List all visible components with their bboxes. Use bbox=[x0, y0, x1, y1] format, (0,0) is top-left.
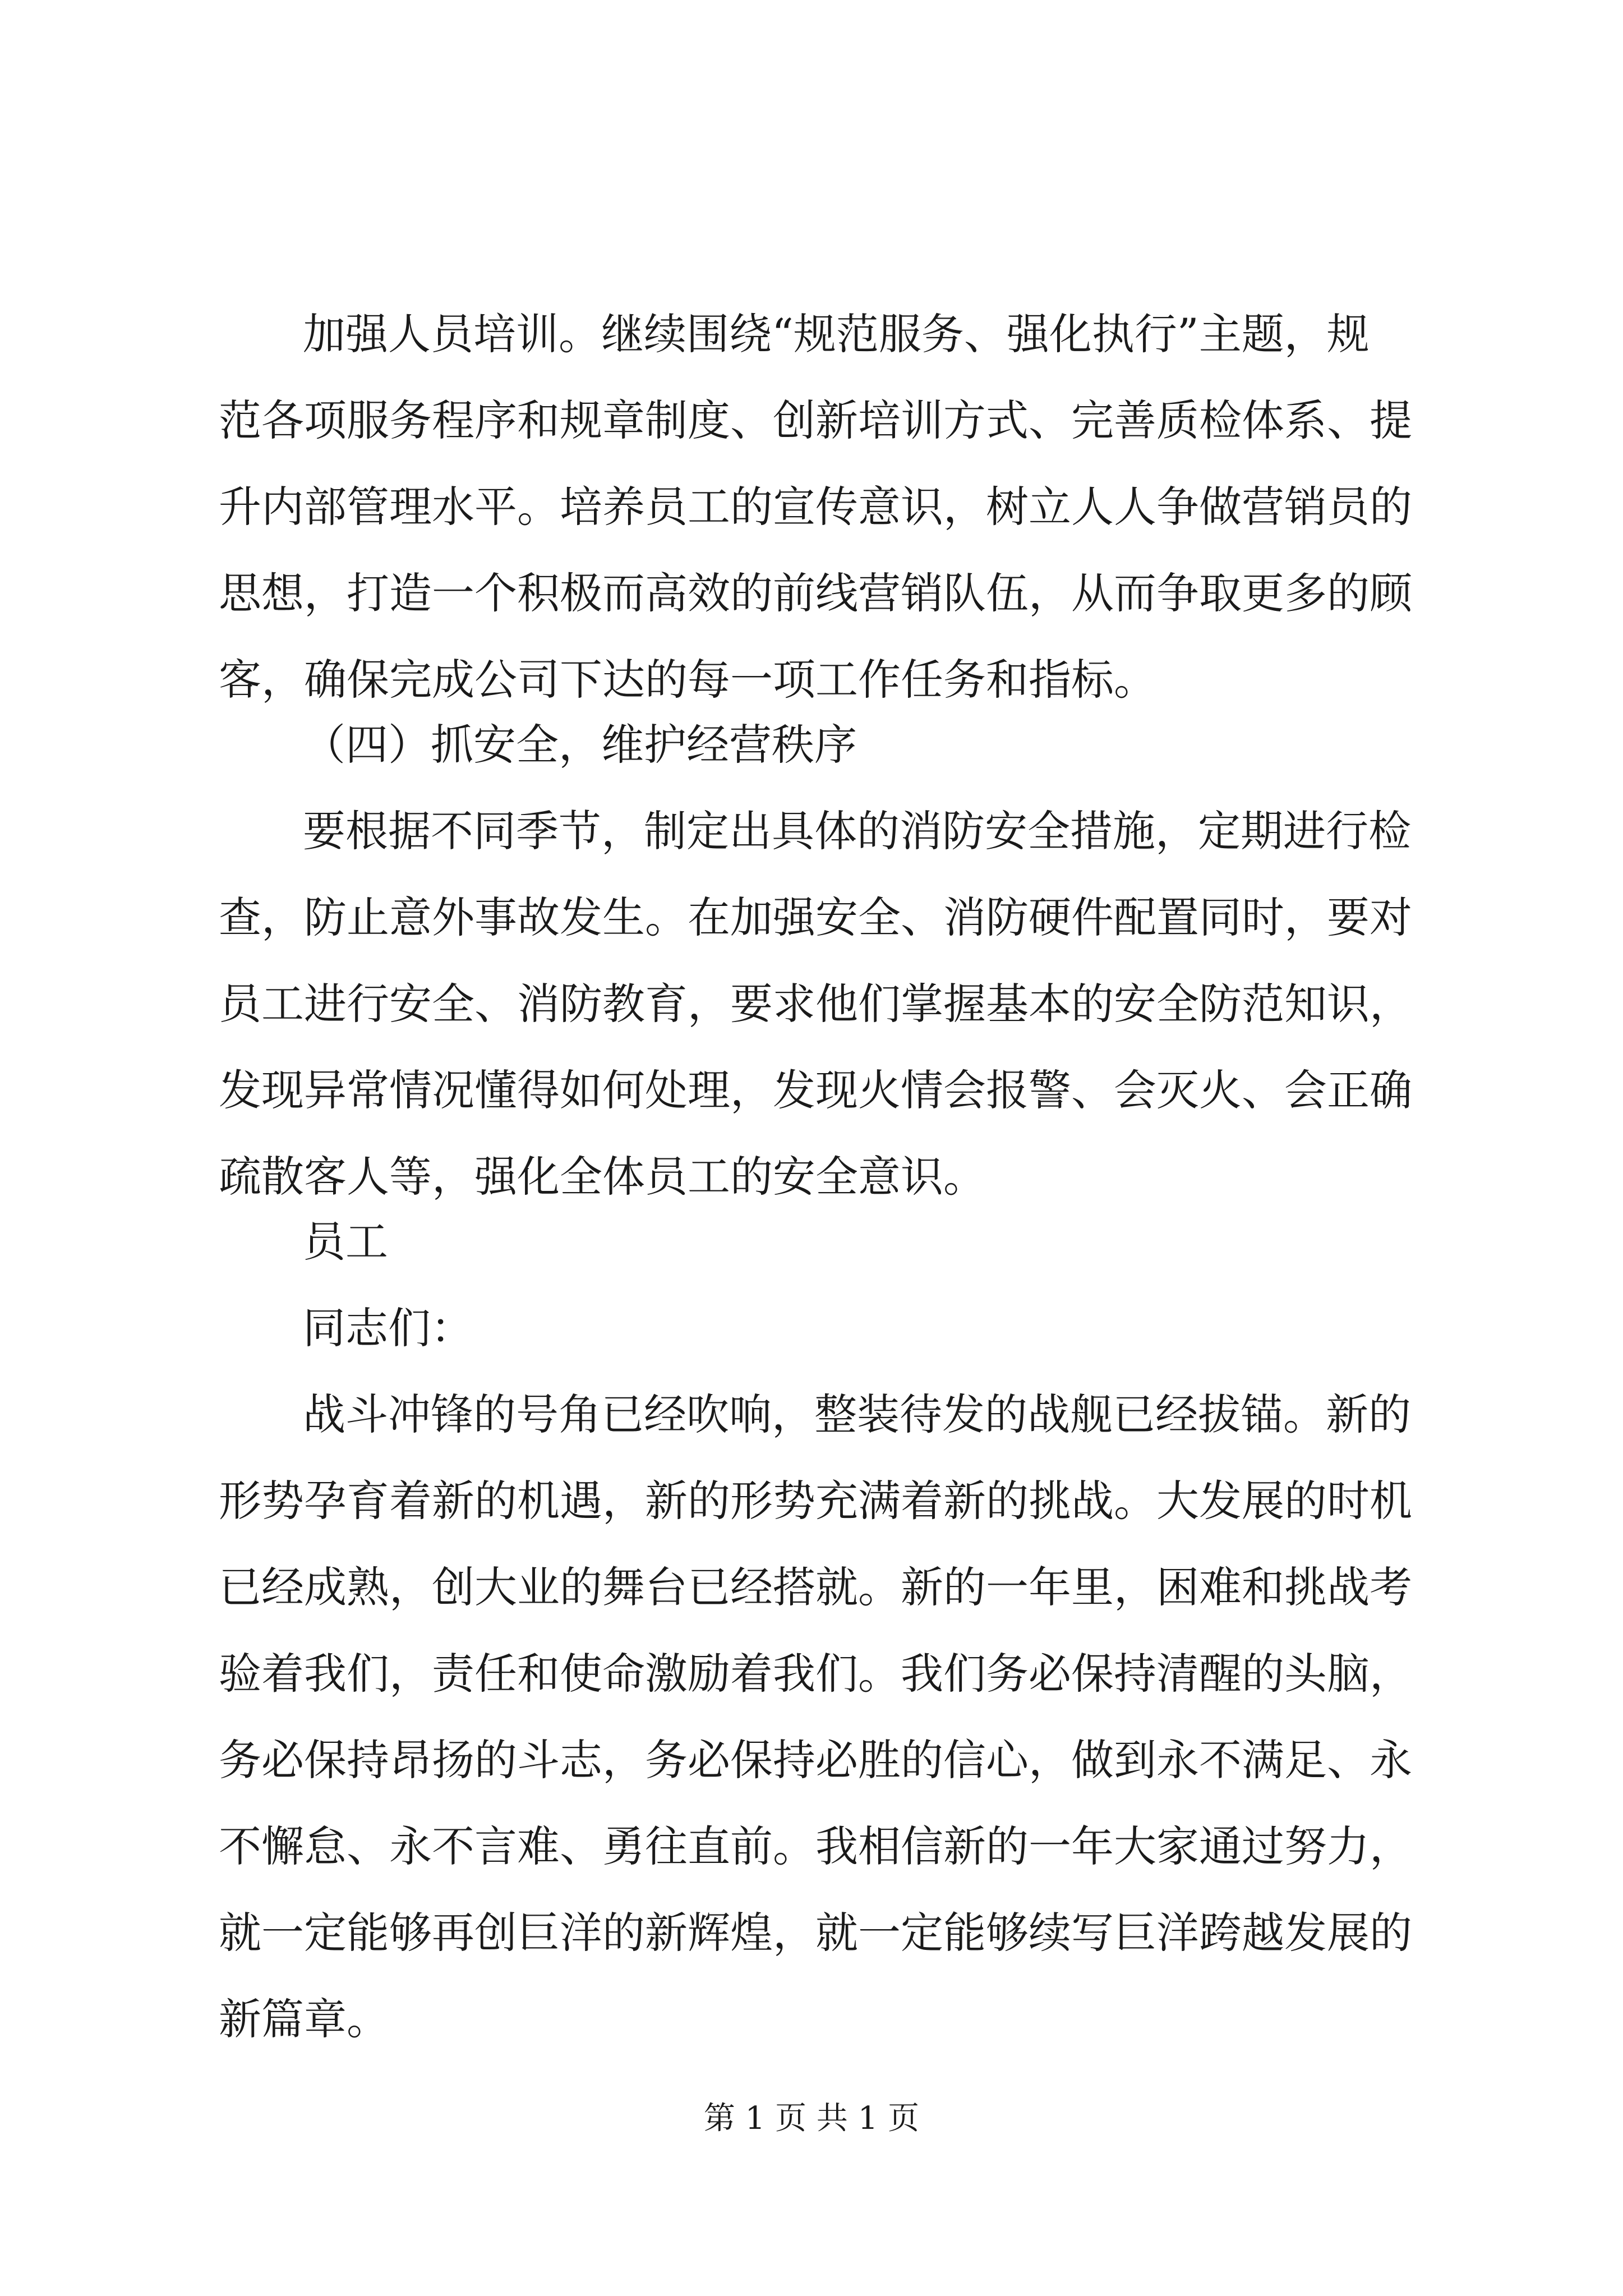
paragraph-safety-line-4: 发现异常情况懂得如何处理，发现火情会报警、会灭火、会正确 bbox=[219, 1065, 1412, 1115]
paragraph-safety-line-3: 员工进行安全、消防教育，要求他们掌握基本的安全防范知识， bbox=[219, 979, 1412, 1029]
paragraph-closing-line-4: 验着我们，责任和使命激励着我们。我们务必保持清醒的头脑， bbox=[219, 1649, 1412, 1699]
paragraph-closing-line-2: 形势孕育着新的机遇，新的形势充满着新的挑战。大发展的时机 bbox=[219, 1476, 1412, 1526]
paragraph-safety-line-5: 疏散客人等，强化全体员工的安全意识。 bbox=[219, 1152, 986, 1202]
page-footer: 第 1 页 共 1 页 bbox=[703, 2100, 920, 2137]
paragraph-safety-line-2: 查，防止意外事故发生。在加强安全、消防硬件配置同时，要对 bbox=[219, 892, 1412, 942]
paragraph-training-line-2: 范各项服务程序和规章制度、创新培训方式、完善质检体系、提 bbox=[219, 395, 1412, 445]
salutation: 同志们： bbox=[303, 1303, 473, 1353]
paragraph-training-line-3: 升内部管理水平。培养员工的宣传意识，树立人人争做营销员的 bbox=[219, 482, 1412, 532]
section-heading-safety: （四）抓安全，维护经营秩序 bbox=[303, 720, 857, 770]
paragraph-training-line-1: 加强人员培训。继续围绕“规范服务、强化执行”主题，规 bbox=[303, 309, 1370, 359]
paragraph-closing-line-8: 新篇章。 bbox=[219, 1994, 389, 2044]
paragraph-closing-line-7: 就一定能够再创巨洋的新辉煌，就一定能够续写巨洋跨越发展的 bbox=[219, 1908, 1412, 1958]
paragraph-safety-line-1: 要根据不同季节，制定出具体的消防安全措施，定期进行检 bbox=[303, 806, 1411, 856]
paragraph-closing-line-5: 务必保持昂扬的斗志，务必保持必胜的信心，做到永不满足、永 bbox=[219, 1735, 1412, 1785]
paragraph-closing-line-6: 不懈怠、永不言难、勇往直前。我相信新的一年大家通过努力， bbox=[219, 1821, 1412, 1871]
paragraph-training-line-4: 思想，打造一个积极而高效的前线营销队伍，从而争取更多的顾 bbox=[219, 568, 1412, 618]
paragraph-training-line-5: 客，确保完成公司下达的每一项工作任务和指标。 bbox=[219, 655, 1156, 705]
paragraph-closing-line-1: 战斗冲锋的号角已经吹响，整装待发的战舰已经拔锚。新的 bbox=[303, 1389, 1411, 1439]
paragraph-closing-line-3: 已经成熟，创大业的舞台已经搭就。新的一年里，困难和挑战考 bbox=[219, 1562, 1412, 1612]
heading-staff: 员工 bbox=[303, 1217, 388, 1267]
